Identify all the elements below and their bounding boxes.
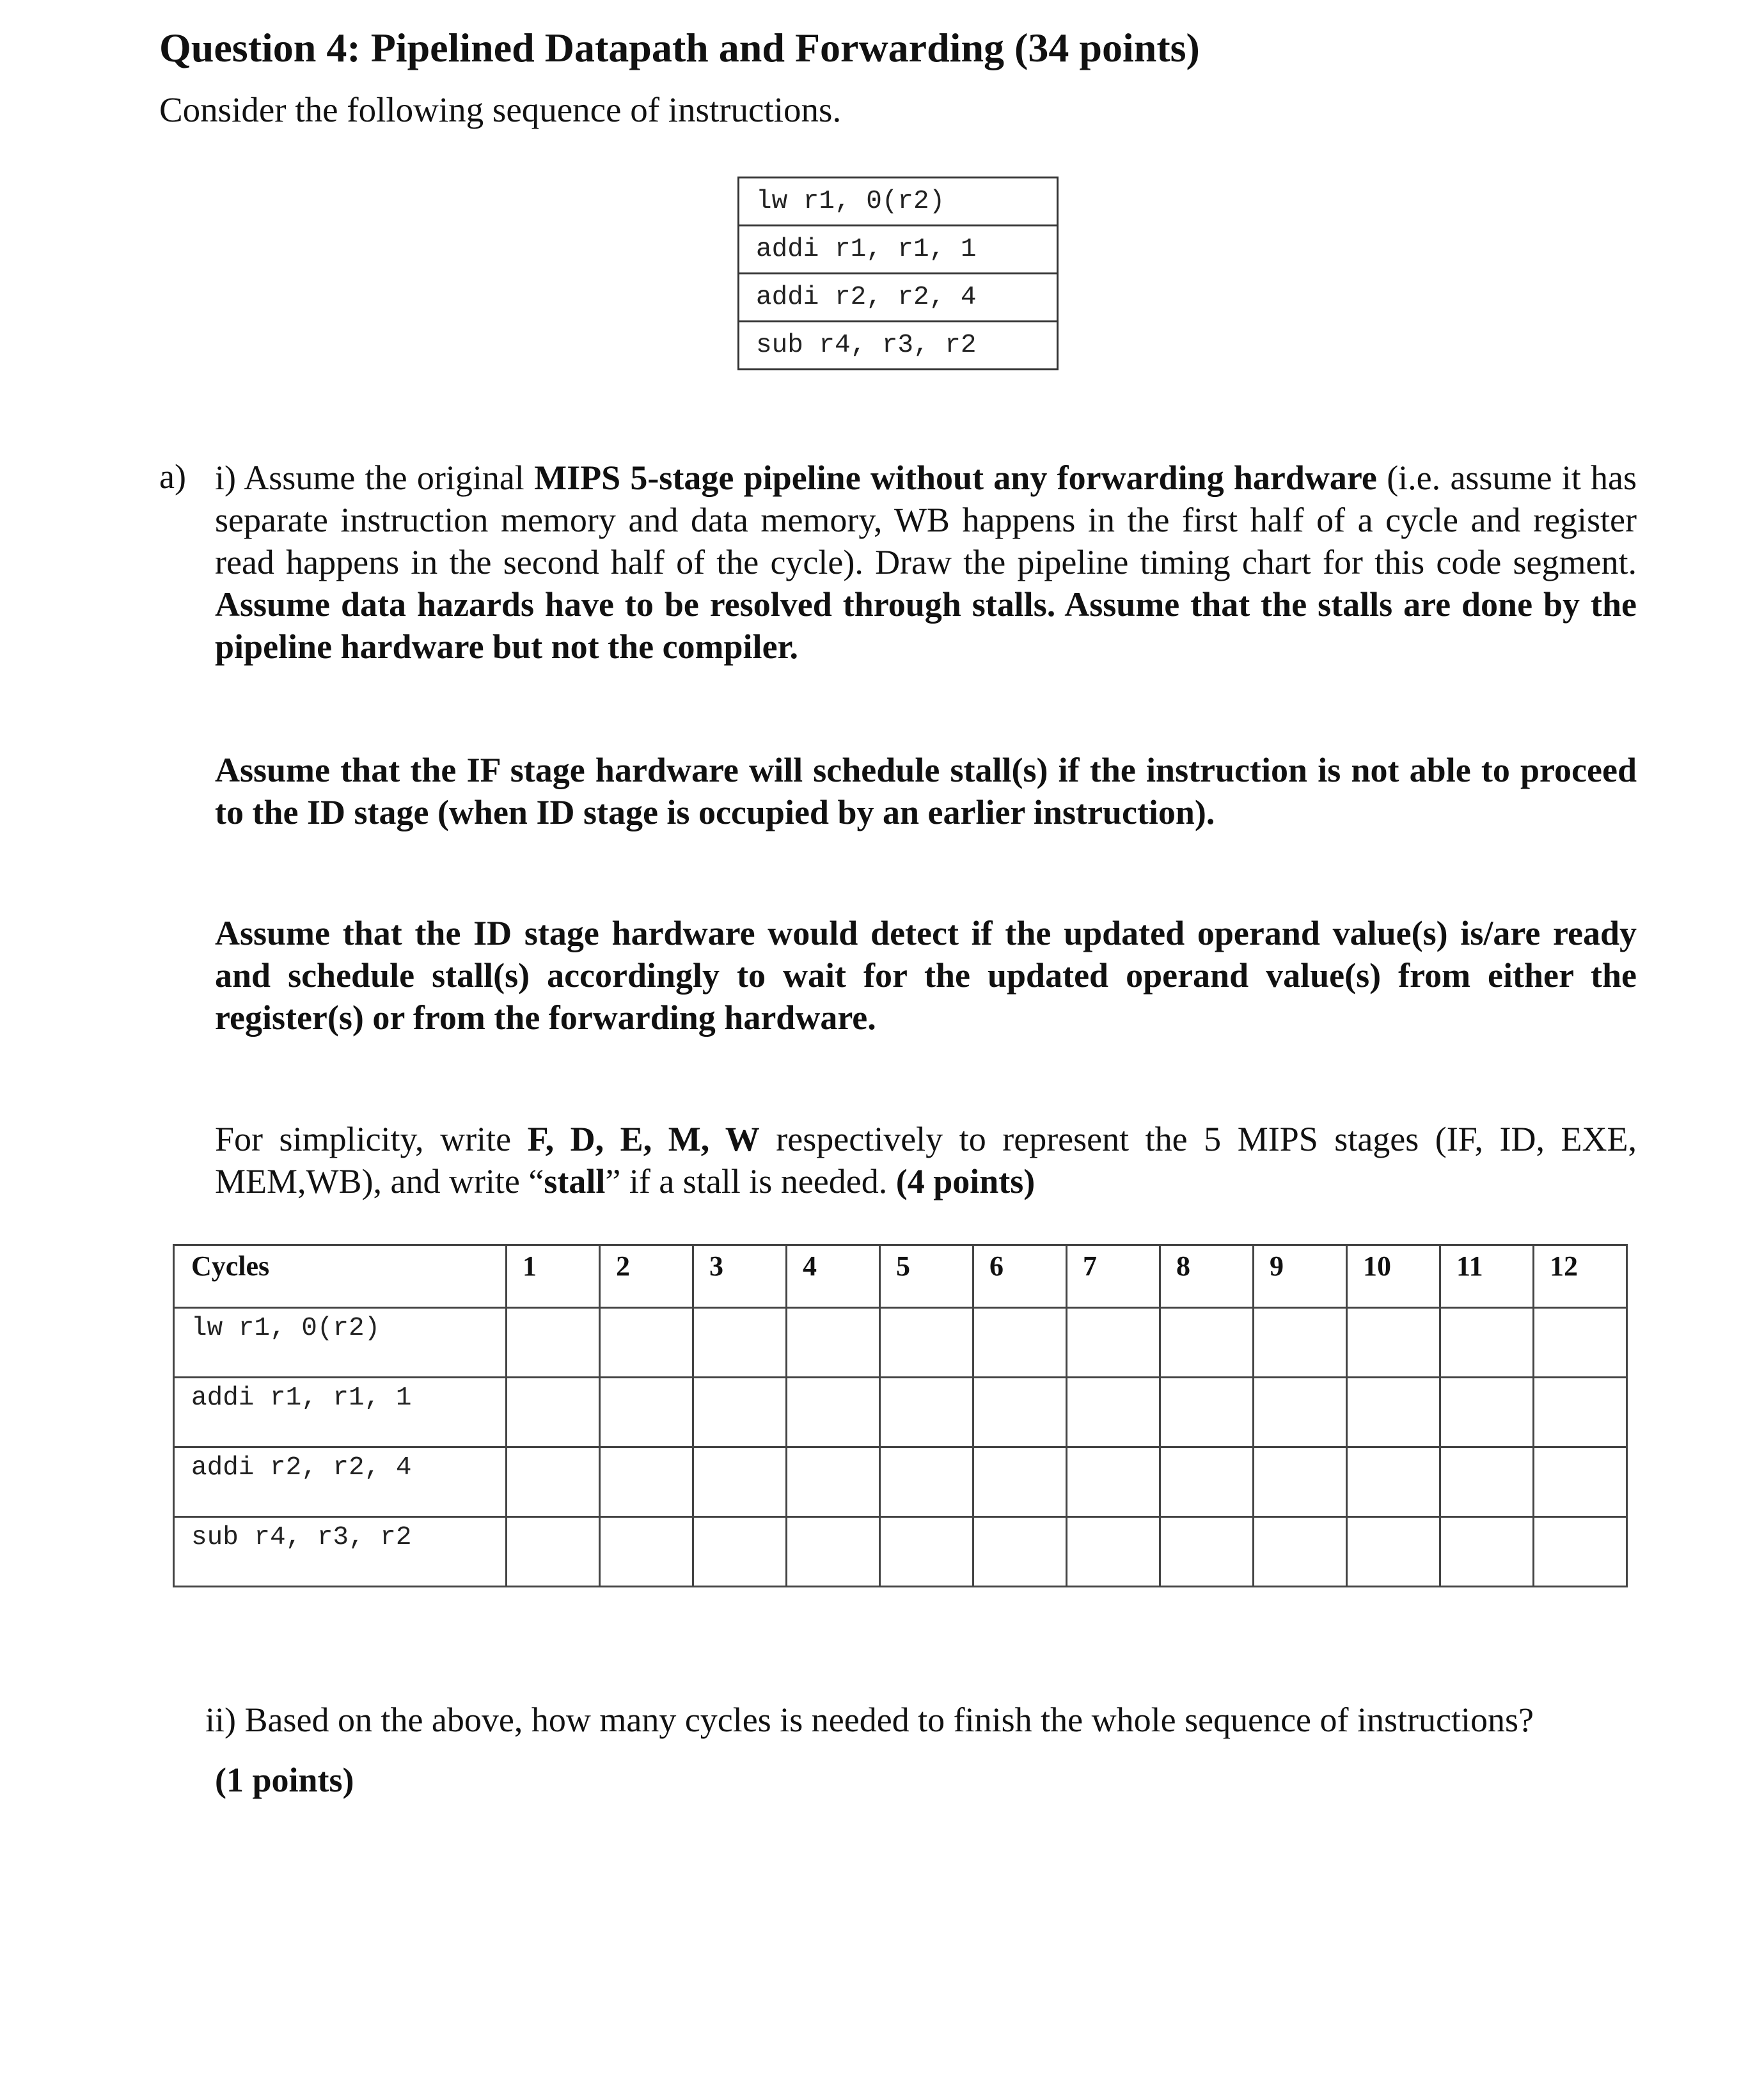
- stage-answer-cell[interactable]: [600, 1378, 693, 1447]
- stage-answer-cell[interactable]: [880, 1378, 973, 1447]
- stage-answer-cell[interactable]: [880, 1308, 973, 1378]
- stage-answer-cell[interactable]: [507, 1517, 600, 1587]
- stage-answer-cell[interactable]: [1067, 1517, 1160, 1587]
- cycle-header: 3: [693, 1245, 787, 1308]
- cycle-header: 8: [1160, 1245, 1254, 1308]
- stage-answer-cell[interactable]: [1254, 1517, 1347, 1587]
- cycle-header: 10: [1347, 1245, 1440, 1308]
- stage-answer-cell[interactable]: [1254, 1308, 1347, 1378]
- intro-text: Consider the following sequence of instructions.: [159, 90, 842, 129]
- stage-answer-cell[interactable]: [1347, 1378, 1440, 1447]
- instruction-cell: addi r1, r1, 1: [174, 1378, 507, 1447]
- stage-answer-cell[interactable]: [1347, 1517, 1440, 1587]
- stage-answer-cell[interactable]: [1067, 1447, 1160, 1517]
- cycle-header: 12: [1534, 1245, 1627, 1308]
- instruction-cell: sub r4, r3, r2: [174, 1517, 507, 1587]
- instruction-line: addi r1, r1, 1: [739, 226, 1058, 274]
- stage-answer-cell[interactable]: [1440, 1378, 1534, 1447]
- stage-answer-cell[interactable]: [600, 1308, 693, 1378]
- stage-answer-cell[interactable]: [1440, 1308, 1534, 1378]
- stage-answer-cell[interactable]: [1160, 1378, 1254, 1447]
- stage-answer-cell[interactable]: [787, 1517, 880, 1587]
- stage-answer-cell[interactable]: [1254, 1378, 1347, 1447]
- stage-answer-cell[interactable]: [693, 1447, 787, 1517]
- instruction-sequence-box: [737, 177, 1059, 370]
- stage-answer-cell[interactable]: [1534, 1517, 1627, 1587]
- instruction-line: sub r4, r3, r2: [739, 322, 1058, 370]
- cycle-header: 9: [1254, 1245, 1347, 1308]
- table-row: [174, 1378, 1627, 1447]
- stage-answer-cell[interactable]: [880, 1517, 973, 1587]
- table-row: [174, 1308, 1627, 1378]
- text-segment: For simplicity, write: [215, 1120, 528, 1158]
- text-segment-bold: Assume that the ID stage hardware would detect if the updated operand value(s) is/are ready and schedule stall(s) accordingly to wait for the updated operand value(s) from either the register(s) or from the forwarding hardware.: [215, 914, 1637, 1037]
- text-segment: respectively to represent the 5 MIPS stages (IF, ID, EXE, MEM,WB), and write “: [215, 1120, 1637, 1201]
- stage-answer-cell[interactable]: [600, 1517, 693, 1587]
- table-header-row: [174, 1245, 1627, 1308]
- text-segment-bold: stall: [544, 1162, 606, 1201]
- stage-answer-cell[interactable]: [507, 1378, 600, 1447]
- stage-answer-cell[interactable]: [507, 1308, 600, 1378]
- stage-answer-cell[interactable]: [1347, 1447, 1440, 1517]
- cycle-header: 4: [787, 1245, 880, 1308]
- cycle-header: 1: [507, 1245, 600, 1308]
- stage-answer-cell[interactable]: [787, 1378, 880, 1447]
- part-a-paragraph-2: [215, 749, 1637, 833]
- cycle-header: 2: [600, 1245, 693, 1308]
- cycle-header: 11: [1440, 1245, 1534, 1308]
- stage-answer-cell[interactable]: [1440, 1447, 1534, 1517]
- cycle-header: 5: [880, 1245, 973, 1308]
- instruction-line: lw r1, 0(r2): [739, 178, 1058, 226]
- stage-answer-cell[interactable]: [1440, 1517, 1534, 1587]
- text-segment: ” if a stall is needed.: [605, 1162, 896, 1201]
- stage-answer-cell[interactable]: [1160, 1517, 1254, 1587]
- cycle-header: 7: [1067, 1245, 1160, 1308]
- pipeline-timing-table: [173, 1244, 1628, 1587]
- stage-answer-cell[interactable]: [693, 1517, 787, 1587]
- part-a-label: a): [159, 457, 186, 496]
- stage-answer-cell[interactable]: [1067, 1308, 1160, 1378]
- text-segment-bold: Assume that the IF stage hardware will schedule stall(s) if the instruction is not able to proceed to the ID stage (when ID stage is occupied by an earlier instruction).: [215, 751, 1637, 831]
- table-row: [174, 1447, 1627, 1517]
- text-segment: i) Assume the original: [215, 459, 535, 497]
- stage-answer-cell[interactable]: [1160, 1308, 1254, 1378]
- stage-answer-cell[interactable]: [693, 1308, 787, 1378]
- instruction-cell: addi r2, r2, 4: [174, 1447, 507, 1517]
- cycles-header: Cycles: [174, 1245, 507, 1308]
- part-ii-points: (1 points): [215, 1761, 354, 1799]
- part-a-paragraph-3: [215, 912, 1637, 1039]
- stage-answer-cell[interactable]: [1534, 1308, 1627, 1378]
- stage-answer-cell[interactable]: [507, 1447, 600, 1517]
- text-segment-bold: (4 points): [895, 1162, 1036, 1201]
- stage-answer-cell[interactable]: [787, 1308, 880, 1378]
- text-segment-bold: MIPS 5-stage pipeline without any forwarding hardware: [534, 459, 1377, 497]
- stage-answer-cell[interactable]: [973, 1517, 1067, 1587]
- stage-answer-cell[interactable]: [973, 1378, 1067, 1447]
- text-segment: (i.e. assume it has separate instruction memory and data memory, WB happens in the first half of a cycle and register read happens in the second half of the cycle). Draw the pipeline timing chart for this code segment.: [215, 459, 1637, 581]
- stage-answer-cell[interactable]: [600, 1447, 693, 1517]
- question-title: Question 4: Pipelined Datapath and Forwarding (34 points): [159, 25, 1200, 70]
- instruction-cell: lw r1, 0(r2): [174, 1308, 507, 1378]
- cycle-header: 6: [973, 1245, 1067, 1308]
- instruction-line: addi r2, r2, 4: [739, 274, 1058, 322]
- table-row: [174, 1517, 1627, 1587]
- text-segment-bold: Assume data hazards have to be resolved through stalls. Assume that the stalls are done by the pipeline hardware but not the compiler.: [215, 585, 1637, 666]
- stage-answer-cell[interactable]: [1347, 1308, 1440, 1378]
- stage-answer-cell[interactable]: [1534, 1447, 1627, 1517]
- stage-answer-cell[interactable]: [880, 1447, 973, 1517]
- stage-answer-cell[interactable]: [973, 1447, 1067, 1517]
- part-ii-question: ii) Based on the above, how many cycles is needed to finish the whole sequence of instructions?: [205, 1701, 1534, 1739]
- stage-answer-cell[interactable]: [1534, 1378, 1627, 1447]
- stage-answer-cell[interactable]: [787, 1447, 880, 1517]
- text-segment-bold: F, D, E, M, W: [527, 1120, 760, 1158]
- stage-answer-cell[interactable]: [1160, 1447, 1254, 1517]
- stage-answer-cell[interactable]: [973, 1308, 1067, 1378]
- stage-answer-cell[interactable]: [693, 1378, 787, 1447]
- part-a-paragraph-4: [215, 1118, 1637, 1202]
- stage-answer-cell[interactable]: [1254, 1447, 1347, 1517]
- part-a-paragraph-1: [215, 457, 1637, 668]
- stage-answer-cell[interactable]: [1067, 1378, 1160, 1447]
